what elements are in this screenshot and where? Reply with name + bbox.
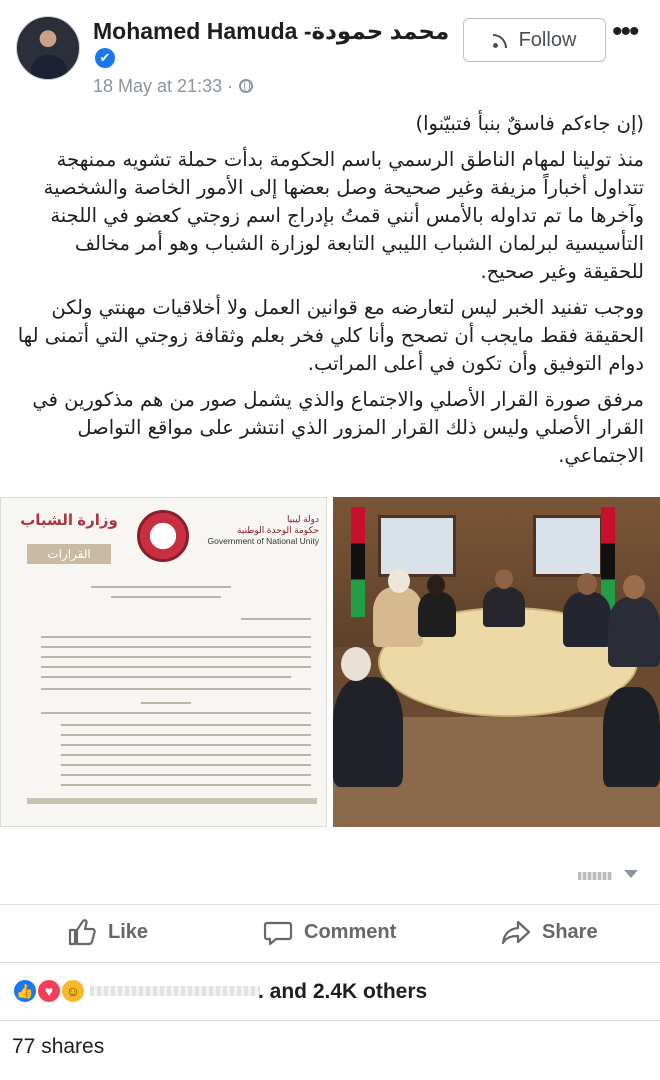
document-text-line [41, 636, 311, 638]
post-timestamp[interactable] [93, 76, 253, 97]
document-text-line [41, 646, 311, 648]
divider [0, 1020, 660, 1021]
document-text-line [241, 618, 311, 620]
document-text-line [61, 784, 311, 786]
photo-person [563, 592, 611, 647]
photo-person-head [495, 569, 513, 589]
document-text-line [61, 764, 311, 766]
comment-label: Comment [304, 920, 397, 943]
comments-count[interactable] [578, 860, 614, 890]
photo-flag [351, 507, 365, 617]
shares-count[interactable]: 77 shares [12, 1035, 105, 1058]
document-text-line [111, 596, 221, 598]
document-country: دولة ليبيا [286, 514, 319, 524]
document-text-line [41, 666, 311, 668]
like-reaction-icon: 👍 [12, 978, 38, 1004]
post-paragraph: (إن جاءكم فاسقٌ بنبأ فتبيّنوا) [415, 112, 644, 135]
avatar[interactable] [16, 16, 80, 80]
share-label: Share [542, 920, 598, 943]
photo-person-head [388, 569, 410, 593]
like-button[interactable] [66, 916, 148, 948]
post-text [16, 110, 644, 478]
photo-person [373, 587, 423, 647]
document-text-line [141, 702, 191, 704]
share-button[interactable] [500, 916, 598, 948]
document-text-line [61, 774, 311, 776]
photo-person [483, 587, 525, 627]
document-footer-line [27, 798, 317, 804]
document-text-line [41, 656, 311, 658]
action-bar [0, 908, 660, 960]
thumbs-up-icon [66, 916, 98, 948]
document-text-line [61, 734, 311, 736]
globe-icon [239, 79, 253, 93]
government-seal-icon [137, 510, 189, 562]
photo-person [418, 592, 456, 637]
document-text-line [41, 712, 311, 714]
blurred-names [90, 986, 260, 996]
photo-window [533, 515, 603, 577]
document-text-line [61, 744, 311, 746]
document-text-line [41, 688, 311, 690]
haha-reaction-icon: ☺ [60, 978, 86, 1004]
post-header [0, 0, 660, 105]
document-section-label: القرارات [27, 544, 111, 564]
photo-person-head [623, 575, 645, 599]
divider [0, 904, 660, 905]
document-text-line [61, 754, 311, 756]
document-ministry-title: وزارة الشباب [20, 512, 118, 529]
comment-button[interactable] [262, 916, 396, 948]
love-reaction-icon: ♥ [36, 978, 62, 1004]
photo-person [603, 687, 660, 787]
photo-person-head [341, 647, 371, 681]
photo-person [333, 677, 403, 787]
photo-person [608, 597, 660, 667]
photo-window [378, 515, 456, 577]
meeting-photo[interactable] [333, 497, 660, 827]
follow-label: Follow [518, 28, 577, 51]
verified-badge-icon: ✔ [95, 48, 115, 68]
divider [0, 962, 660, 963]
author-name[interactable]: Mohamed Hamuda -محمد حمودة [93, 18, 450, 44]
reactions-summary[interactable] [0, 966, 660, 1018]
more-options-icon[interactable]: ••• [612, 15, 638, 48]
chevron-down-icon[interactable] [624, 870, 638, 878]
document-text-line [91, 586, 231, 588]
post-paragraph: ووجب تفنيد الخبر ليس لتعارضه مع قوانين العمل ولا أخلاقيات مهنتي ولكن الحقيقة فقط مايجب أن تصحح وأنا كلي فخر بعلم وثقافة زوجتي التي أتمنى لها دوام التوفيق وأن تكون في أعلى المراتب. [17, 296, 644, 375]
like-label: Like [108, 920, 149, 943]
comment-icon [262, 916, 294, 948]
document-government-ar: حكومة الوحدة الوطنية [236, 525, 319, 535]
post-paragraph: مرفق صورة القرار الأصلي والاجتماع والذي يشمل صور من هم مذكورين في القرار الأصلي وليس ذلك القرار المزور الذي انتشر على مواقع التواصل الاجتماعي. [32, 388, 644, 467]
photo-person-head [427, 575, 445, 595]
decision-document-image[interactable] [0, 497, 327, 827]
follow-button[interactable] [463, 18, 606, 62]
post-paragraph: منذ تولينا لمهام الناطق الرسمي باسم الحكومة بدأت حملة تشويه ممنهجة تتداول أخباراً مزيفة وغير صحيحة وصل بعضها إلى الأمور الخاصة والشخصية وآخرها ما تم تداوله بالأمس أنني قمتُ بإدراج اسم زوجتي كعضو في اللجنة التأسيسية لبرلمان الشباب الليبي التابعة لوزارة الشباب وهو أمر مخالف للحقيقة وغير صحيح. [43, 148, 644, 283]
document-government-header [199, 514, 319, 547]
document-text-line [61, 724, 311, 726]
engagement-counts [0, 860, 660, 890]
timestamp-text: 18 May at 21:33 · [93, 76, 234, 96]
document-text-line [41, 676, 291, 678]
rss-icon [493, 32, 509, 48]
document-government-en: Government of National Unity [207, 536, 319, 546]
share-icon [500, 916, 532, 948]
reaction-names-text: . and 2.4K others [258, 980, 428, 1003]
post-media [0, 497, 660, 827]
photo-person-head [577, 573, 597, 595]
